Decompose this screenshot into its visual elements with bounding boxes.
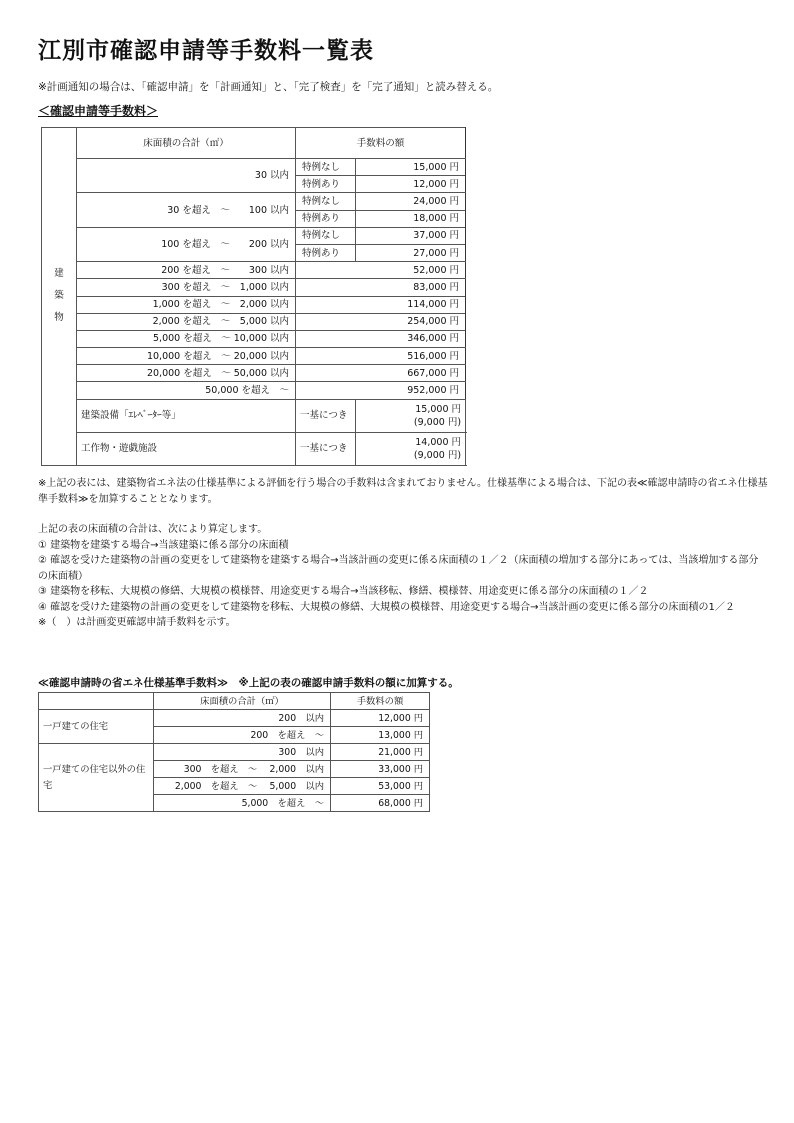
table-row: [39, 744, 430, 761]
table-row: [42, 227, 466, 244]
note-item: ① 建築物を建築する場合→当該建築に係る部分の床面積: [38, 539, 289, 551]
fee-value: 24,000 円: [356, 193, 466, 210]
fee-value: 37,000 円: [356, 227, 466, 244]
section-heading-fees: ＜確認申請等手数料＞: [38, 104, 159, 118]
area-range: 30 以内: [77, 159, 296, 193]
table-row: [42, 159, 466, 176]
area-range: 100 を超え ～ 200 以内: [77, 227, 296, 261]
area-range: 300 以内: [154, 744, 331, 761]
notes-block: [38, 476, 768, 631]
area-range: 300 を超え ～ 1,000 以内: [77, 279, 296, 296]
area-range: 50,000 を超え ～: [77, 382, 296, 399]
fee-value: 83,000 円: [296, 279, 466, 296]
structure-fee-cell: [356, 432, 466, 465]
special-label: 特例あり: [296, 176, 356, 193]
header-fee: 手数料の額: [331, 693, 430, 710]
table-header-row: [39, 693, 430, 710]
fee-value: 33,000 円: [331, 761, 430, 778]
section-heading-energy: ≪確認申請時の省エネ仕様基準手数料≫ ※上記の表の確認申請手数料の額に加算する。: [38, 677, 459, 689]
table-row: [42, 313, 466, 330]
special-label: 特例あり: [296, 210, 356, 227]
structure-unit: 一基につき: [296, 432, 356, 465]
fee-value: 114,000 円: [296, 296, 466, 313]
table-row: [42, 296, 466, 313]
fee-value: 68,000 円: [331, 795, 430, 812]
area-range: 2,000 を超え ～ 5,000 以内: [77, 313, 296, 330]
fee-value: 667,000 円: [296, 365, 466, 382]
fee-plan-change: (9,000 円): [413, 416, 462, 428]
fee-value: 12,000 円: [331, 710, 430, 727]
fee-value: 516,000 円: [296, 348, 466, 365]
note-item: ② 確認を受けた建築物の計画の変更をして建築物を建築する場合→当該計画の変更に係る床面積の１／２（床面積の増加する部分にあっては、当該増加する部分の床面積）: [38, 555, 759, 582]
building-label-char: 建: [54, 268, 64, 280]
table-row: [39, 710, 430, 727]
fee-value: 15,000 円: [415, 403, 462, 415]
area-range: 30 を超え ～ 100 以内: [77, 193, 296, 227]
table-row: [42, 262, 466, 279]
fee-value: 12,000 円: [356, 176, 466, 193]
fee-value: 254,000 円: [296, 313, 466, 330]
area-range: 200 を超え ～: [154, 727, 331, 744]
group-label: 一戸建ての住宅以外の住宅: [39, 744, 154, 812]
area-range: 200 を超え ～ 300 以内: [77, 262, 296, 279]
fee-value: 52,000 円: [296, 262, 466, 279]
area-range: 1,000 を超え ～ 2,000 以内: [77, 296, 296, 313]
equipment-unit: 一基につき: [296, 399, 356, 432]
fee-value: 18,000 円: [356, 210, 466, 227]
group-label: 一戸建ての住宅: [39, 710, 154, 744]
fee-value: 346,000 円: [296, 330, 466, 347]
fee-value: 952,000 円: [296, 382, 466, 399]
table-row: [42, 330, 466, 347]
header-empty: [39, 693, 154, 710]
building-label-char: 物: [54, 312, 64, 324]
fee-value: 15,000 円: [356, 159, 466, 176]
note-item: ④ 確認を受けた建築物の計画の変更をして建築物を移転、大規模の修繕、大規模の模様替、用途変更する場合→当該計画の変更に係る部分の床面積の1／２: [38, 601, 735, 613]
special-label: 特例なし: [296, 227, 356, 244]
header-floor-area: 床面積の合計（㎡）: [77, 128, 296, 159]
table-row: [42, 348, 466, 365]
fee-value: 21,000 円: [331, 744, 430, 761]
area-range: 300 を超え ～ 2,000 以内: [154, 761, 331, 778]
table-header-row: [42, 128, 466, 159]
area-range: 10,000 を超え ～ 20,000 以内: [77, 348, 296, 365]
area-range: 200 以内: [154, 710, 331, 727]
note-paragraph: ※上記の表には、建築物省エネ法の仕様基準による評価を行う場合の手数料は含まれておりません。仕様基準による場合は、下記の表≪確認申請時の省エネ仕様基準手数料≫を加算することとなります。: [38, 478, 768, 505]
fee-value: 27,000 円: [356, 244, 466, 261]
header-fee: 手数料の額: [296, 128, 466, 159]
note-item: ③ 建築物を移転、大規模の修繕、大規模の模様替、用途変更する場合→当該移転、修繕、模様替、用途変更に係る部分の床面積の１／２: [38, 586, 649, 597]
fee-value: 13,000 円: [331, 727, 430, 744]
fee-table: [41, 127, 466, 466]
building-label-char: 築: [54, 290, 64, 302]
table-row: [42, 193, 466, 210]
special-label: 特例あり: [296, 244, 356, 261]
fee-value: 53,000 円: [331, 778, 430, 795]
area-range: 2,000 を超え ～ 5,000 以内: [154, 778, 331, 795]
table-row: [42, 279, 466, 296]
table-row: [42, 382, 466, 399]
area-range: 5,000 を超え ～: [154, 795, 331, 812]
special-label: 特例なし: [296, 193, 356, 210]
notice-note: ※計画通知の場合は、「確認申請」を「計画通知」と、「完了検査」を「完了通知」と読み替える。: [38, 81, 499, 93]
structure-label: 工作物・遊戯施設: [77, 432, 296, 465]
table-row: [42, 365, 466, 382]
area-range: 5,000 を超え ～ 10,000 以内: [77, 330, 296, 347]
equipment-label: 建築設備「ｴﾚﾍﾞｰﾀｰ等」: [77, 399, 296, 432]
special-label: 特例なし: [296, 159, 356, 176]
table-row-structure: [42, 432, 466, 465]
equipment-fee-cell: [356, 399, 466, 432]
area-range: 20,000 を超え ～ 50,000 以内: [77, 365, 296, 382]
page-title: 江別市確認申請等手数料一覧表: [38, 38, 374, 64]
note-item: ※（ ）は計画変更確認申請手数料を示す。: [38, 617, 236, 628]
building-label-cell: [42, 128, 77, 466]
header-floor-area: 床面積の合計（㎡）: [154, 693, 331, 710]
fee-plan-change: (9,000 円): [413, 449, 462, 461]
table-row-equipment: [42, 399, 466, 432]
energy-fee-table: [38, 692, 430, 812]
fee-value: 14,000 円: [415, 436, 462, 448]
note-paragraph: 上記の表の床面積の合計は、次により算定します。: [38, 524, 268, 535]
